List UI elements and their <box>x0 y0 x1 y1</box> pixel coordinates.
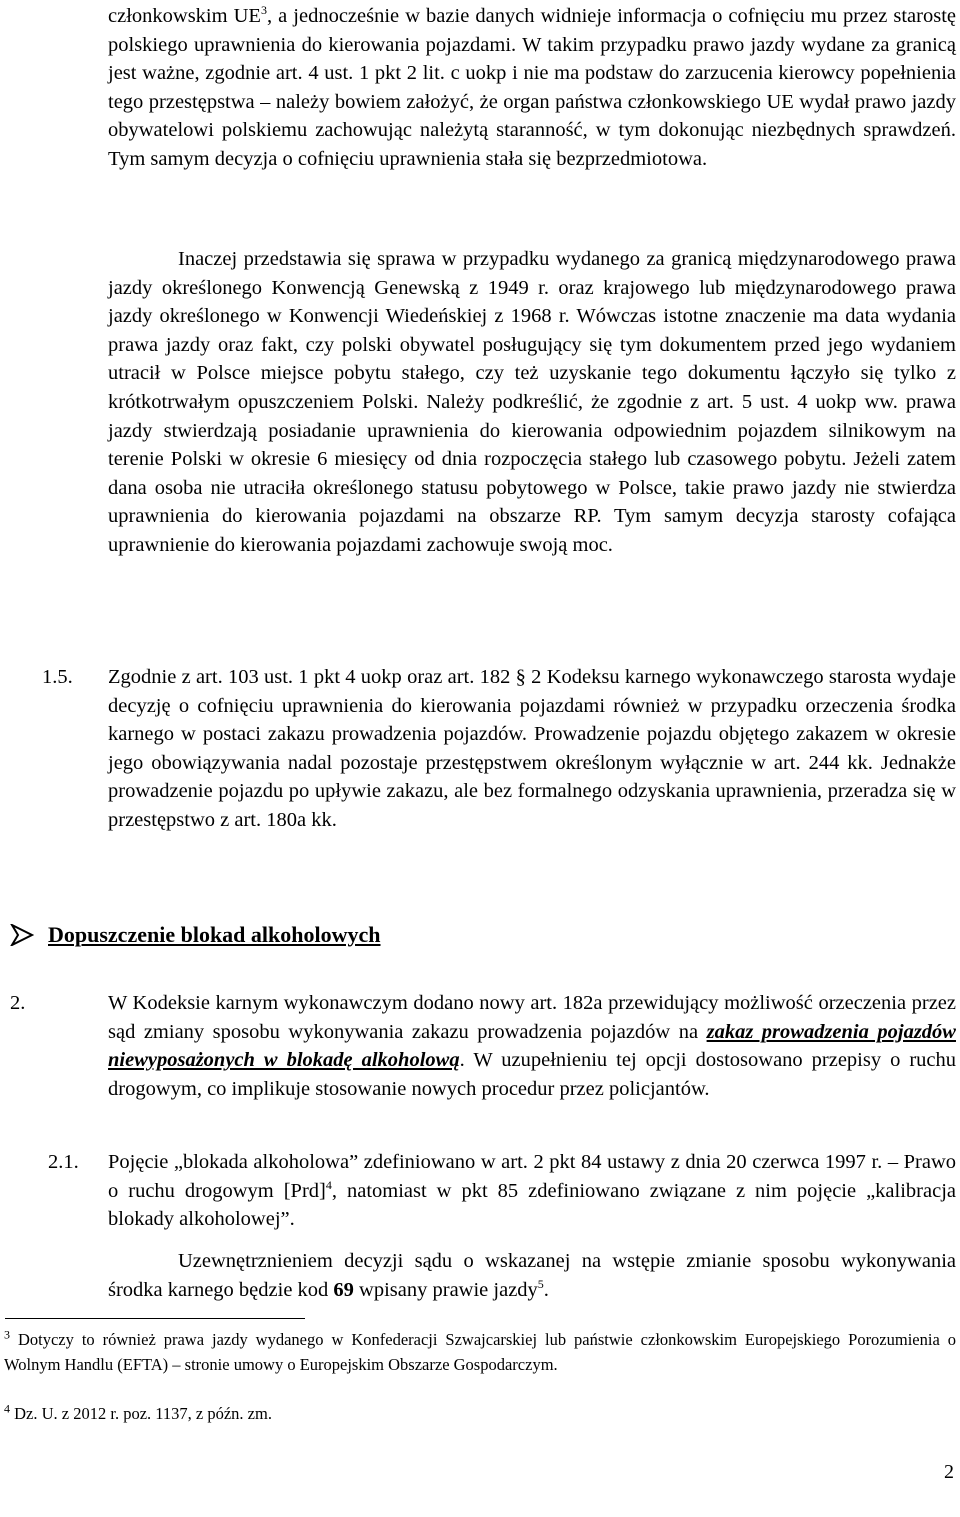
paragraph-2-1-cont-text-b: wpisany prawie jazdy <box>353 1278 538 1301</box>
paragraph-2-text-a: W Kodeksie karnym wykonawczym dodano nowy art. 182a przewidujący możliwość orzeczenia przez sąd zmiany sposobu wykonywania zakazu prowadzenia pojazdów na <box>108 992 956 1043</box>
footnote-3 <box>4 1328 956 1378</box>
paragraph-1-text-a: członkowskim UE <box>108 5 261 27</box>
page-number: 2 <box>944 1461 954 1483</box>
section-heading-text: Dopuszczenie blokad alkoholowych <box>48 922 381 947</box>
paragraph-1 <box>108 2 956 174</box>
paragraph-2-1-text-a: Pojęcie „blokada alkoholowa” zdefiniowano w art. 2 pkt 84 ustawy z dnia 20 czerwca 1997 r. – Prawo o ruchu drogowym [Prd] <box>108 1151 956 1202</box>
paragraph-2-main <box>108 989 956 1103</box>
section-heading <box>10 921 381 949</box>
paragraph-2-text-b: . W uzupełnieniu tej opcji dostosowano przepisy o ruchu drogowym, co implikuje stosowanie nowych procedur przez policjantów. <box>108 1049 957 1100</box>
footnote-ref-3[interactable]: 3 <box>260 3 267 18</box>
footnote-3-text: Dotyczy to również prawa jazdy wydanego w Konfederacji Szwajcarskiej lub państwie członkowskim Europejskiego Porozumienia o Wolnym Handlu (EFTA) – stronie umowy o Europejskim Obszarze Gospodarczym. <box>4 1330 956 1374</box>
footnote-ref-4[interactable]: 4 <box>325 1177 332 1192</box>
arrowhead-bullet-icon <box>10 924 34 946</box>
paragraph-1-text-b: , a jednocześnie w bazie danych widnieje informacja o cofnięciu mu przez starostę polskiego uprawnienia do kierowania pojazdami. W takim przypadku prawo jazdy wydane za granicą jest ważne, zgodnie art. 4 ust. 1 pkt 2 lit. c uokp i nie ma podstaw do zarzucenia kierowcy popełnienia tego przestępstwa – należy bowiem założyć, że organ państwa członkowskiego UE wydał prawo jazdy obywatelowi polskiemu zachowując należytą staranność, w tym dokonując niezbędnych sprawdzeń. Tym samym decyzja o cofnięciu uprawnienia stała się bezprzedmiotowa. <box>108 5 956 170</box>
footnote-4 <box>4 1402 956 1427</box>
paragraph-2-1-cont-text-a: Uzewnętrznieniem decyzji sądu o wskazanej na wstępie zmianie sposobu wykonywania środka karnego będzie kod <box>108 1250 956 1301</box>
footnote-4-number: 4 <box>4 1401 10 1416</box>
section-number-2-1: 2.1. <box>48 1151 79 1173</box>
emphasized-term: zakaz prowadzenia pojazdów niewyposażonych w blokadę alkoholową <box>108 1020 956 1072</box>
footnote-4-text: Dz. U. z 2012 r. poz. 1137, z późn. zm. <box>14 1404 272 1423</box>
section-number-2: 2. <box>10 992 26 1014</box>
paragraph-2-1 <box>108 1148 956 1234</box>
paragraph-2-1-text-b: , natomiast w pkt 85 zdefiniowano związane z nim pojęcie „kalibracja blokady alkoholowej”. <box>108 1179 956 1231</box>
paragraph-2-1-cont-text-c: . <box>543 1278 549 1301</box>
paragraph-1-5: Zgodnie z art. 103 ust. 1 pkt 4 uokp oraz art. 182 § 2 Kodeksu karnego wykonawczego starosta wydaje decyzję o cofnięciu uprawnienia do kierowania pojazdami również w przypadku orzeczenia środka karnego w postaci zakazu prowadzenia pojazdów. Prowadzenie pojazdu objętego zakazem w okresie jego obowiązywania nadal pozostaje przestępstwem określonym wyłącznie w art. 244 kk. Jednakże prowadzenie pojazdu po upływie zakazu, ale bez formalnego odzyskania uprawnienia, przeradza się w przestępstwo z art. 180a kk. <box>108 666 956 831</box>
footnote-separator <box>5 1318 305 1319</box>
footnote-3-number: 3 <box>4 1327 10 1342</box>
code-69: 69 <box>333 1278 354 1301</box>
paragraph-2-1-continued <box>108 1247 956 1304</box>
section-number-1-5: 1.5. <box>42 666 73 688</box>
footnote-ref-5[interactable]: 5 <box>537 1276 544 1291</box>
paragraph-2: Inaczej przedstawia się sprawa w przypadku wydanego za granicą międzynarodowego prawa jazdy określonego Konwencją Genewską z 1949 r. oraz krajowego lub międzynarodowego prawa jazdy określonego w Konwencji Wiedeńskiej z 1968 r. Wówczas istotne znaczenie ma data wydania prawa jazdy oraz fakt, czy polski obywatel posługujący się tym dokumentem przed jego wydaniem utracił w Polsce miejsce pobytu stałego, czy też uzyskanie tego dokumentu łączyło się tylko z krótkotrwałym opuszczeniem Polski. Należy podkreślić, że zgodnie z art. 5 ust. 4 uokp ww. prawa jazdy stwierdzają posiadanie uprawnienia do kierowania odpowiednim pojazdem silnikowym na terenie Polski w okresie 6 miesięcy od dnia rozpoczęcia stałego lub czasowego pobytu. Jeżeli zatem dana osoba nie utraciła określonego statusu pobytowego w Polsce, takie prawo jazdy nie stwierdza uprawnienia do kierowania pojazdami na obszarze RP. Tym samym decyzja starosty cofająca uprawnienie do kierowania pojazdami zachowuje swoją moc. <box>108 248 956 556</box>
